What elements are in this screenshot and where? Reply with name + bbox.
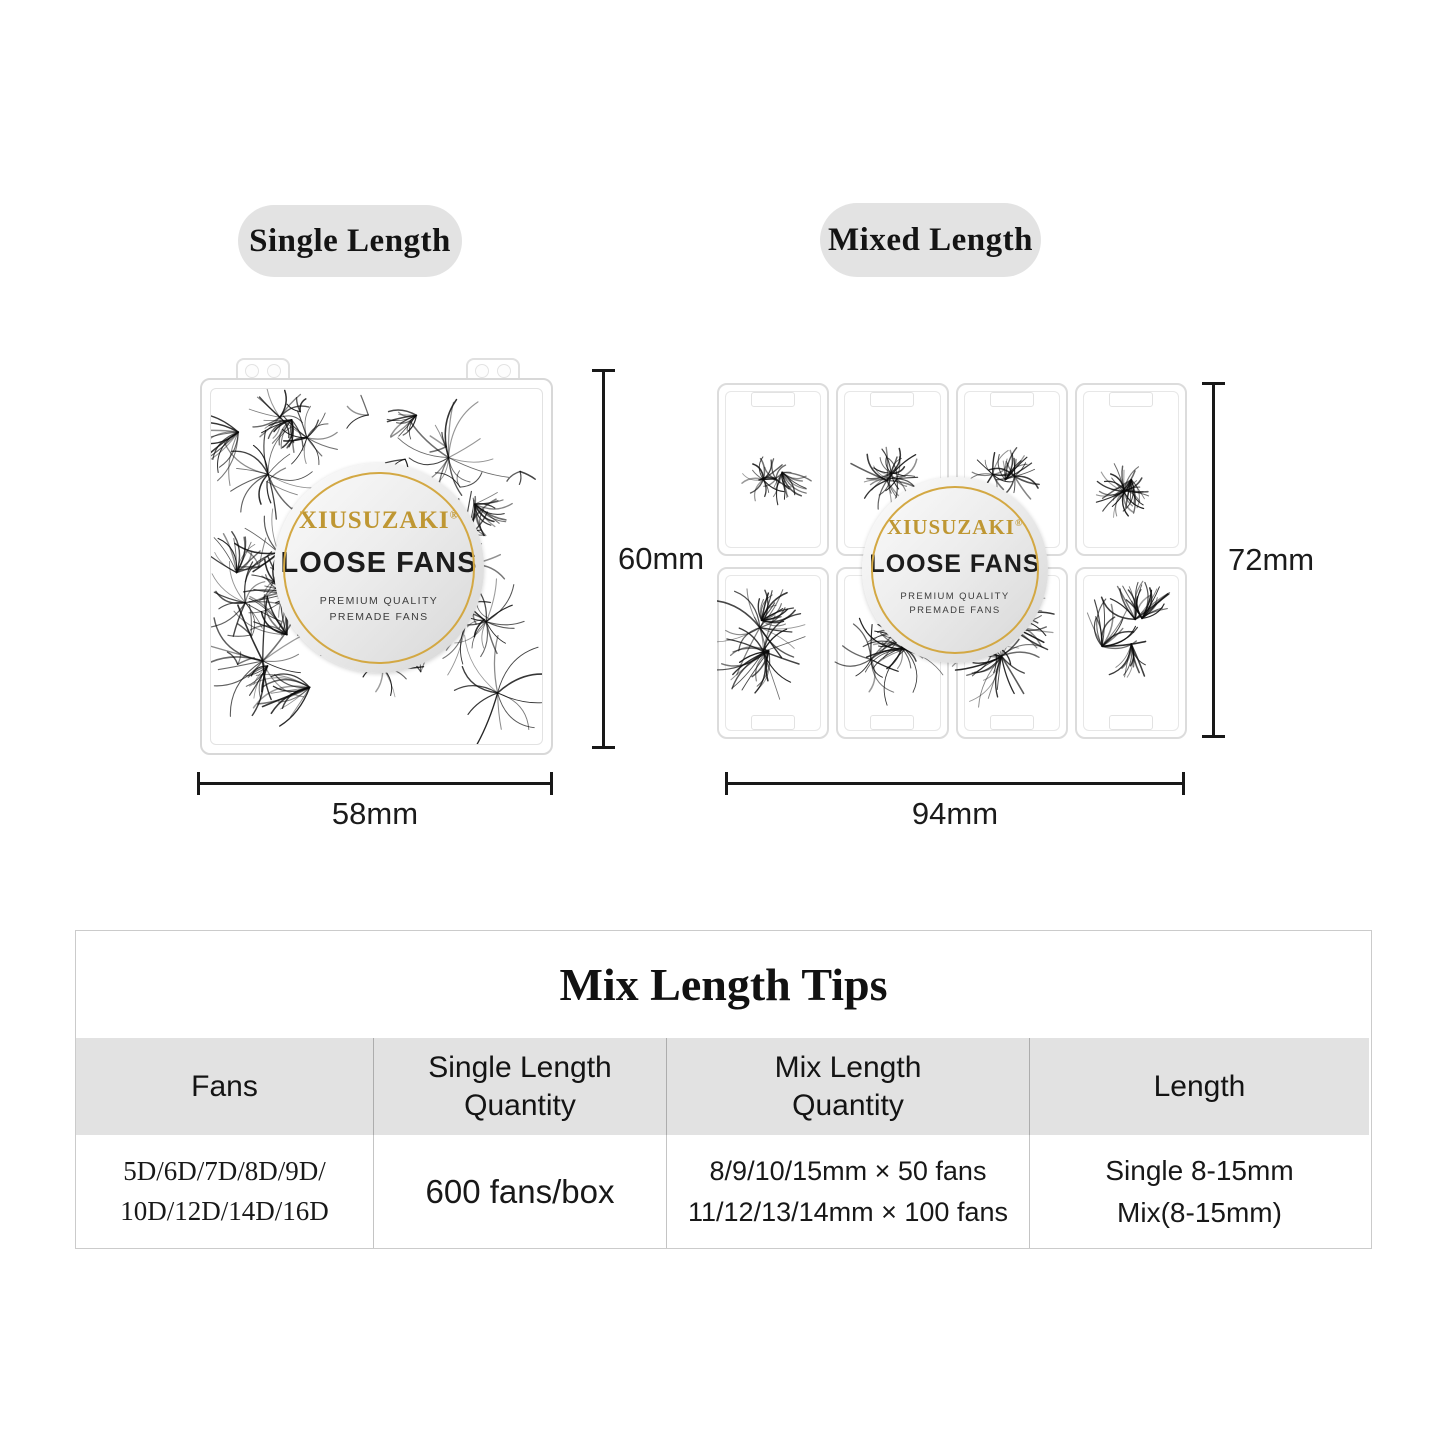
dimension-72mm: [1202, 382, 1315, 738]
dimension-label: 72mm: [1228, 542, 1315, 577]
brand-name: XIUSUZAKI®: [298, 507, 460, 534]
dimension-label: 60mm: [618, 541, 705, 576]
compartment: [1075, 567, 1187, 740]
cell-length: Single 8-15mm Mix(8-15mm): [1029, 1135, 1369, 1248]
single-length-badge: Single Length: [238, 205, 462, 277]
dimension-line: [725, 782, 1185, 785]
dimension-cap: [592, 369, 615, 372]
compartment: [1075, 383, 1187, 556]
dimension-cap: [1202, 735, 1225, 738]
dimension-cap: [550, 772, 553, 795]
header-fans: Fans: [76, 1038, 373, 1135]
gold-ring: [871, 486, 1039, 654]
cell-fans: 5D/6D/7D/8D/9D/ 10D/12D/14D/16D: [120, 1156, 329, 1226]
mixed-length-badge: Mixed Length: [820, 203, 1041, 277]
brand-name: XIUSUZAKI®: [886, 515, 1024, 539]
dimension-cap: [725, 772, 728, 795]
box-body: [200, 378, 553, 755]
dimension-94mm: [725, 772, 1185, 832]
product-name: LOOSE FANS: [280, 547, 478, 579]
dimension-60mm: [592, 369, 705, 749]
header-mix-length-quantity: Mix Length Quantity: [666, 1038, 1029, 1135]
dimension-cap: [197, 772, 200, 795]
dimension-cap: [592, 746, 615, 749]
gold-ring: [283, 472, 475, 664]
brand-seal: [862, 477, 1048, 663]
registered-mark: ®: [449, 509, 460, 522]
table-title: Mix Length Tips: [559, 959, 888, 1010]
compartment: [717, 567, 829, 740]
seal-tagline: PREMIUM QUALITY PREMADE FANS: [319, 595, 439, 623]
seal-tagline: PREMIUM QUALITY PREMADE FANS: [900, 591, 1010, 617]
dimension-line: [602, 369, 605, 749]
dimension-58mm: [197, 772, 553, 832]
table-data-row: [76, 1135, 1371, 1248]
dimension-label: 94mm: [911, 796, 999, 831]
dimension-line: [1212, 382, 1215, 738]
mix-length-tips-table: [75, 930, 1372, 1249]
registered-mark: ®: [1014, 519, 1024, 529]
header-single-length-quantity: Single Length Quantity: [373, 1038, 666, 1135]
cell-mix-quantity: 8/9/10/15mm × 50 fans 11/12/13/14mm × 100 fans: [666, 1135, 1029, 1248]
compartment: [717, 383, 829, 556]
product-name: LOOSE FANS: [869, 550, 1041, 578]
brand-seal: [274, 463, 484, 673]
dimension-label: 58mm: [331, 796, 419, 831]
cell-single-quantity: 600 fans/box: [373, 1135, 666, 1248]
mixed-length-box: [717, 383, 1187, 739]
single-length-box: [200, 358, 553, 755]
table-header-row: [76, 1038, 1371, 1135]
header-length: Length: [1029, 1038, 1369, 1135]
dimension-line: [197, 782, 553, 785]
dimension-cap: [1182, 772, 1185, 795]
dimension-cap: [1202, 382, 1225, 385]
